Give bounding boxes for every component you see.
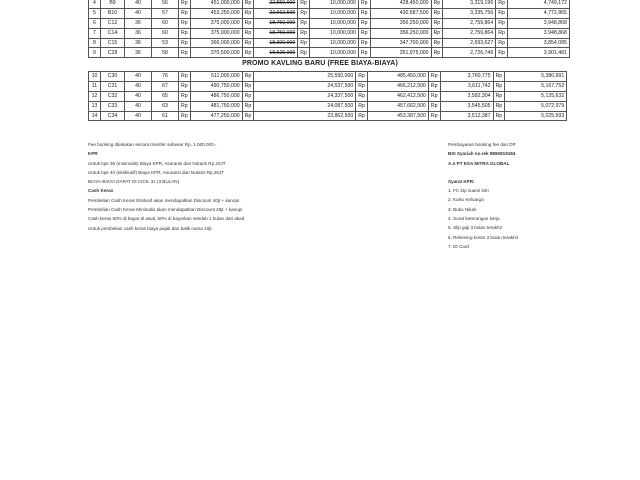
cell-cur4: Rp bbox=[358, 8, 370, 18]
cell-luas: 61 bbox=[152, 111, 179, 121]
cell-cur3: Rp bbox=[356, 72, 368, 82]
cell-cur1: Rp bbox=[179, 38, 191, 48]
cell-type: 36 bbox=[125, 38, 152, 48]
cell-cur5: Rp bbox=[431, 0, 443, 8]
cell-cur2: Rp bbox=[242, 81, 254, 91]
table-row bbox=[89, 72, 567, 82]
table-row bbox=[89, 48, 570, 58]
cell-type: 36 bbox=[125, 28, 152, 38]
cell-cur5: Rp bbox=[431, 8, 443, 18]
cell-cur2: Rp bbox=[242, 72, 254, 82]
cell-no: 14 bbox=[89, 111, 101, 121]
cell-cur5: Rp bbox=[493, 81, 505, 91]
cell-cur6: Rp bbox=[496, 28, 508, 38]
cell-c1: 3,760,775 bbox=[440, 72, 493, 82]
cell-harga: 375,000,000 bbox=[190, 28, 242, 38]
cell-luas: 60 bbox=[152, 18, 179, 28]
cell-c1: 2,693,627 bbox=[443, 38, 496, 48]
cell-type: 40 bbox=[125, 0, 152, 8]
cell-total: 453,387,500 bbox=[367, 111, 428, 121]
cell-cur4: Rp bbox=[428, 72, 440, 82]
cell-cur5: Rp bbox=[493, 101, 505, 111]
table-row bbox=[89, 28, 570, 38]
cell-c1: 2,759,864 bbox=[443, 18, 496, 28]
cell-unit: C34 bbox=[101, 111, 125, 121]
cell-cur6: Rp bbox=[496, 8, 508, 18]
cell-luas: 65 bbox=[152, 91, 179, 101]
cell-unit: C32 bbox=[101, 91, 125, 101]
cell-coret: 18,525,000 bbox=[254, 48, 298, 58]
cell-cur6: Rp bbox=[496, 48, 508, 58]
cell-c1: 2,726,746 bbox=[443, 48, 496, 58]
cell-cur4: Rp bbox=[358, 18, 370, 28]
cell-harga: 451,000,000 bbox=[190, 0, 242, 8]
cell-c2: 4,772,865 bbox=[507, 8, 569, 18]
cell-total: 351,975,000 bbox=[370, 48, 431, 58]
cell-cur2: Rp bbox=[242, 28, 254, 38]
cell-biaya: 10,000,000 bbox=[309, 0, 358, 8]
notes-left bbox=[88, 140, 244, 233]
cell-harga: 370,500,000 bbox=[190, 48, 242, 58]
cell-cur3: Rp bbox=[356, 101, 368, 111]
cell-cur1: Rp bbox=[179, 91, 191, 101]
cell-total: 430,587,500 bbox=[370, 8, 431, 18]
cell-cur1: Rp bbox=[179, 0, 191, 8]
cell-cur3: Rp bbox=[356, 91, 368, 101]
cell-cur4: Rp bbox=[358, 28, 370, 38]
cell-cur4: Rp bbox=[358, 38, 370, 48]
cell-type: 40 bbox=[125, 8, 152, 18]
syarat-heading: Syarat KPR: bbox=[448, 178, 475, 184]
syarat-item: 7. ID Card bbox=[448, 243, 469, 249]
cell-no: 13 bbox=[89, 101, 101, 111]
cell-cur3: Rp bbox=[298, 38, 310, 48]
cell-type: 36 bbox=[125, 18, 152, 28]
cell-type: 40 bbox=[125, 72, 152, 82]
cell-cur2: Rp bbox=[242, 101, 254, 111]
cell-unit: C12 bbox=[101, 18, 125, 28]
cell-harga: 366,000,000 bbox=[190, 38, 242, 48]
kpr-note-2: Untuk tipe 40 (eksklusif) Biaya KPR, Asuransi dan Notaris Rp.25JT bbox=[88, 169, 225, 175]
cell-biaya: 10,000,000 bbox=[309, 48, 358, 58]
cell-cur1: Rp bbox=[179, 48, 191, 58]
cell-c2: 5,125,632 bbox=[505, 91, 567, 101]
cell-coret: 24,537,500 bbox=[254, 81, 356, 91]
cash-heading: Cash Keras bbox=[88, 188, 114, 194]
cell-coret: 24,087,500 bbox=[254, 101, 356, 111]
cell-c2: 3,854,085 bbox=[507, 38, 569, 48]
cell-coret: 22,662,500 bbox=[254, 8, 298, 18]
cell-harga: 453,250,000 bbox=[190, 8, 242, 18]
table-row bbox=[89, 111, 567, 121]
cell-unit: C33 bbox=[101, 101, 125, 111]
cell-cur1: Rp bbox=[179, 8, 191, 18]
table-row bbox=[89, 101, 567, 111]
cell-unit: C14 bbox=[101, 28, 125, 38]
cell-cur5: Rp bbox=[431, 28, 443, 38]
cell-unit: B10 bbox=[101, 8, 125, 18]
cell-no: 11 bbox=[89, 81, 101, 91]
cell-cur1: Rp bbox=[179, 81, 191, 91]
cell-unit: C30 bbox=[101, 72, 125, 82]
cell-total: 466,212,500 bbox=[367, 81, 428, 91]
cash-note-2: Pembelian Cash Keras Minimalis akan mendapatkan Discount 25jt + kanopi bbox=[88, 207, 243, 213]
cell-biaya: 10,000,000 bbox=[309, 18, 358, 28]
cell-luas: 60 bbox=[152, 28, 179, 38]
cell-cur2: Rp bbox=[242, 111, 254, 121]
cell-c2: 3,901,481 bbox=[507, 48, 569, 58]
cell-cur1: Rp bbox=[179, 101, 191, 111]
notes-right bbox=[448, 140, 518, 251]
cell-no: 10 bbox=[89, 72, 101, 82]
account-name: A.n PT ESA MITRA GLOBAL bbox=[448, 160, 510, 166]
cell-coret: 18,750,000 bbox=[254, 28, 298, 38]
table-row bbox=[89, 91, 567, 101]
syarat-item: 3. Buku Nikah bbox=[448, 206, 477, 212]
payment-note: Pembayaran booking fee dan DP bbox=[448, 142, 516, 147]
syarat-item: 2. Kartu Keluarga bbox=[448, 197, 484, 203]
table-row bbox=[89, 0, 570, 8]
cell-cur5: Rp bbox=[493, 72, 505, 82]
cell-c1: 3,582,304 bbox=[440, 91, 493, 101]
cell-no: 4 bbox=[89, 0, 101, 8]
kpr-heading: KPR bbox=[88, 151, 98, 157]
cell-cur4: Rp bbox=[358, 0, 370, 8]
cell-total: 462,412,500 bbox=[367, 91, 428, 101]
cell-cur3: Rp bbox=[298, 18, 310, 28]
cell-cur2: Rp bbox=[242, 48, 254, 58]
cell-c2: 5,167,752 bbox=[505, 81, 567, 91]
cell-harga: 375,000,000 bbox=[190, 18, 242, 28]
cell-harga: 490,750,000 bbox=[190, 81, 242, 91]
cell-cur5: Rp bbox=[493, 111, 505, 121]
kpr-note-3: BIAYA-BIAYA DAPAT DI CICIL 3x (3 BULAN) bbox=[88, 179, 180, 185]
cell-unit: B9 bbox=[101, 0, 125, 8]
cell-c2: 5,025,593 bbox=[505, 111, 567, 121]
cell-total: 347,700,000 bbox=[370, 38, 431, 48]
cell-cur5: Rp bbox=[431, 38, 443, 48]
cell-cur1: Rp bbox=[179, 18, 191, 28]
cell-cur2: Rp bbox=[242, 0, 254, 8]
cell-type: 40 bbox=[125, 101, 152, 111]
cell-unit: C15 bbox=[101, 38, 125, 48]
cell-type: 40 bbox=[125, 81, 152, 91]
cell-no: 7 bbox=[89, 28, 101, 38]
kpr-note-1: Untuk tipe 36 (minimalis) Biaya KPR, Asuransi dan Notaris Rp.20JT bbox=[88, 160, 226, 166]
cell-luas: 63 bbox=[152, 101, 179, 111]
price-table-top bbox=[88, 0, 570, 58]
cell-harga: 481,750,000 bbox=[190, 101, 242, 111]
cell-luas: 58 bbox=[152, 48, 179, 58]
syarat-item: 5. Slip gaji 3 bulan terakhir bbox=[448, 225, 503, 231]
cell-luas: 56 bbox=[152, 0, 179, 8]
booking-fee-note: Fee booking dilakukan secara transfer sebesar Rp. 1.000.000,- bbox=[88, 142, 217, 147]
cell-c1: 3,512,387 bbox=[440, 111, 493, 121]
cell-no: 6 bbox=[89, 18, 101, 28]
cell-type: 36 bbox=[125, 48, 152, 58]
table-row bbox=[89, 38, 570, 48]
cell-coret: 25,550,000 bbox=[254, 72, 356, 82]
cell-c1: 3,335,756 bbox=[443, 8, 496, 18]
cell-c1: 2,759,864 bbox=[443, 28, 496, 38]
promo-title: PROMO KAVLING BARU (FREE BIAYA-BIAYA) bbox=[242, 60, 398, 67]
cell-type: 40 bbox=[125, 91, 152, 101]
cell-harga: 477,250,000 bbox=[190, 111, 242, 121]
cash-note-1: Pembelian Cash Keras Ekslusif akan mendapatkan Discount 40jt + kanopi bbox=[88, 197, 240, 203]
cell-cur6: Rp bbox=[496, 0, 508, 8]
cell-cur5: Rp bbox=[431, 18, 443, 28]
cell-coret: 18,300,000 bbox=[254, 38, 298, 48]
cell-luas: 67 bbox=[152, 81, 179, 91]
cell-unit: C28 bbox=[101, 48, 125, 58]
cell-total: 457,662,500 bbox=[367, 101, 428, 111]
cell-coret: 22,550,000 bbox=[254, 0, 298, 8]
cell-total: 485,450,000 bbox=[367, 72, 428, 82]
cell-cur3: Rp bbox=[298, 28, 310, 38]
cell-total: 356,250,000 bbox=[370, 28, 431, 38]
cell-biaya: 10,000,000 bbox=[309, 28, 358, 38]
cell-cur5: Rp bbox=[493, 91, 505, 101]
cell-cur4: Rp bbox=[358, 48, 370, 58]
cell-cur2: Rp bbox=[242, 38, 254, 48]
cell-cur2: Rp bbox=[242, 18, 254, 28]
cell-c1: 3,319,196 bbox=[443, 0, 496, 8]
cell-cur2: Rp bbox=[242, 8, 254, 18]
cell-cur1: Rp bbox=[179, 111, 191, 121]
cell-c1: 3,545,505 bbox=[440, 101, 493, 111]
cell-luas: 57 bbox=[152, 8, 179, 18]
cell-harga: 511,000,000 bbox=[190, 72, 242, 82]
cell-coret: 23,862,500 bbox=[254, 111, 356, 121]
cell-cur1: Rp bbox=[179, 72, 191, 82]
cell-cur3: Rp bbox=[356, 81, 368, 91]
table-row bbox=[89, 18, 570, 28]
syarat-item: 1. FC ktp suami istri bbox=[448, 188, 489, 194]
cell-harga: 486,750,000 bbox=[190, 91, 242, 101]
cell-c2: 4,749,172 bbox=[507, 0, 569, 8]
cell-cur2: Rp bbox=[242, 91, 254, 101]
cell-cur6: Rp bbox=[496, 38, 508, 48]
cell-total: 428,450,000 bbox=[370, 0, 431, 8]
cell-cur4: Rp bbox=[428, 101, 440, 111]
cell-unit: C31 bbox=[101, 81, 125, 91]
cell-cur3: Rp bbox=[356, 111, 368, 121]
cell-c2: 5,380,991 bbox=[505, 72, 567, 82]
cell-luas: 76 bbox=[152, 72, 179, 82]
cell-coret: 18,750,000 bbox=[254, 18, 298, 28]
cell-luas: 53 bbox=[152, 38, 179, 48]
cell-biaya: 10,000,000 bbox=[309, 38, 358, 48]
cell-cur4: Rp bbox=[428, 111, 440, 121]
cell-no: 9 bbox=[89, 48, 101, 58]
cell-no: 5 bbox=[89, 8, 101, 18]
bank-account: BSI Syariah no.rek 8890819184 bbox=[448, 151, 516, 157]
syarat-item: 6. Rekening koran 3 bulan terakhir bbox=[448, 234, 519, 240]
syarat-item: 4. Surat keterangan kerja bbox=[448, 216, 500, 222]
cell-biaya: 10,000,000 bbox=[309, 8, 358, 18]
cell-cur1: Rp bbox=[179, 28, 191, 38]
cell-total: 356,250,000 bbox=[370, 18, 431, 28]
cell-c1: 3,611,742 bbox=[440, 81, 493, 91]
cell-type: 40 bbox=[125, 111, 152, 121]
cash-note-3: Cash keras 50% di bayar di awal, 50% di bayarkan setelah 1 bulan dari akad bbox=[88, 216, 245, 222]
cell-c2: 5,072,979 bbox=[505, 101, 567, 111]
cell-cur4: Rp bbox=[428, 91, 440, 101]
cell-cur6: Rp bbox=[496, 18, 508, 28]
cell-cur4: Rp bbox=[428, 81, 440, 91]
table-row bbox=[89, 81, 567, 91]
table-row bbox=[89, 8, 570, 18]
cell-no: 12 bbox=[89, 91, 101, 101]
cell-c2: 3,948,868 bbox=[507, 18, 569, 28]
cell-cur3: Rp bbox=[298, 8, 310, 18]
cell-coret: 24,337,500 bbox=[254, 91, 356, 101]
cell-cur5: Rp bbox=[431, 48, 443, 58]
cash-note-4: Untuk pembelian cash keras biaya pajak dan balik nama 10jt bbox=[88, 225, 212, 231]
cell-c2: 3,948,868 bbox=[507, 28, 569, 38]
cell-cur3: Rp bbox=[298, 48, 310, 58]
cell-no: 8 bbox=[89, 38, 101, 48]
cell-cur3: Rp bbox=[298, 0, 310, 8]
price-table-promo bbox=[88, 71, 567, 121]
